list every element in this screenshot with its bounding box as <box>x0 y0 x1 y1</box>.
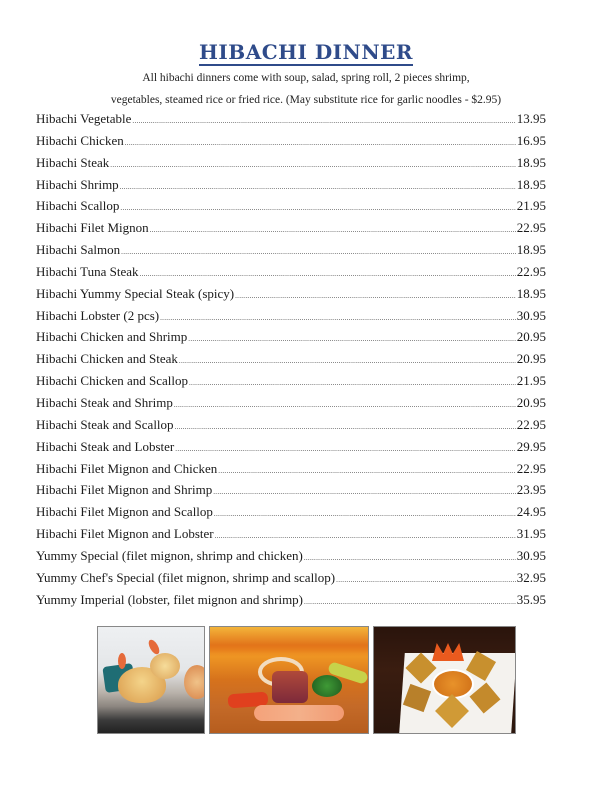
item-name: Hibachi Filet Mignon and Shrimp <box>36 482 213 498</box>
item-name: Yummy Special (filet mignon, shrimp and chicken) <box>36 547 303 563</box>
dot-leader <box>304 554 516 562</box>
shrimp-2 <box>150 653 180 679</box>
page-title-text: HIBACHI DINNER <box>199 40 413 64</box>
menu-item <box>36 504 546 526</box>
menu-item <box>36 177 546 199</box>
item-name: Hibachi Salmon <box>36 242 121 258</box>
item-price: 20.95 <box>516 394 546 410</box>
item-price: 18.95 <box>516 285 546 301</box>
dot-leader <box>175 445 515 453</box>
item-name: Hibachi Steak and Scallop <box>36 416 174 432</box>
photo-hibachi-grill <box>209 626 369 734</box>
item-name: Yummy Chef's Special (filet mignon, shrimp and scallop) <box>36 569 336 585</box>
menu-item <box>36 286 546 308</box>
menu-item <box>36 417 546 439</box>
item-price: 22.95 <box>516 460 546 476</box>
item-price: 24.95 <box>516 504 546 520</box>
item-name: Yummy Imperial (lobster, filet mignon and shrimp) <box>36 591 304 607</box>
item-price: 22.95 <box>516 263 546 279</box>
dot-leader <box>179 357 516 365</box>
item-name: Hibachi Chicken and Steak <box>36 351 178 367</box>
menu-item <box>36 395 546 417</box>
subtitle-line-1: All hibachi dinners come with soup, salad, spring roll, 2 pieces shrimp, <box>142 72 470 84</box>
item-price: 32.95 <box>516 569 546 585</box>
item-price: 13.95 <box>516 111 546 126</box>
menu-item <box>36 220 546 242</box>
menu-item <box>36 308 546 330</box>
item-price: 22.95 <box>516 416 546 432</box>
dot-leader <box>213 488 516 496</box>
dot-leader <box>174 401 516 409</box>
flames <box>210 627 368 657</box>
item-price: 20.95 <box>516 351 546 367</box>
menu-item <box>36 198 546 220</box>
item-price: 31.95 <box>516 526 546 542</box>
item-price: 21.95 <box>516 198 546 214</box>
dot-leader <box>125 139 516 147</box>
menu-item <box>36 111 546 133</box>
dot-leader <box>140 270 516 278</box>
item-name: Hibachi Steak and Lobster <box>36 438 175 454</box>
dot-leader <box>336 576 516 584</box>
menu-item <box>36 155 546 177</box>
dot-leader <box>150 226 516 234</box>
item-name: Hibachi Tuna Steak <box>36 263 139 279</box>
item-name: Hibachi Steak and Shrimp <box>36 394 173 410</box>
item-name: Hibachi Shrimp <box>36 176 119 192</box>
item-price: 29.95 <box>516 438 546 454</box>
dot-leader <box>188 335 515 343</box>
dot-leader <box>215 532 516 540</box>
item-name: Hibachi Chicken and Scallop <box>36 373 188 389</box>
photo-strip <box>0 626 612 734</box>
menu-item <box>36 548 546 570</box>
dot-leader <box>110 161 515 169</box>
dot-leader <box>214 510 516 518</box>
dot-leader <box>235 292 516 300</box>
shrimp-tail <box>118 653 126 669</box>
item-price: 21.95 <box>516 373 546 389</box>
item-price: 22.95 <box>516 220 546 236</box>
item-price: 18.95 <box>516 154 546 170</box>
menu-item <box>36 526 546 548</box>
item-name: Hibachi Chicken <box>36 132 124 148</box>
item-name: Hibachi Steak <box>36 154 110 170</box>
broccoli <box>312 675 342 697</box>
menu-item <box>36 264 546 286</box>
subtitle-line-2: vegetables, steamed rice or fried rice. (May substitute rice for garlic noodles - $2.95) <box>110 94 502 106</box>
menu-item <box>36 242 546 264</box>
menu-item <box>36 570 546 592</box>
item-price: 23.95 <box>516 482 546 498</box>
item-name: Hibachi Lobster (2 pcs) <box>36 307 160 323</box>
item-name: Hibachi Filet Mignon and Lobster <box>36 526 214 542</box>
dot-leader <box>218 467 515 475</box>
item-price: 35.95 <box>516 591 546 607</box>
menu-item <box>36 133 546 155</box>
menu-item <box>36 351 546 373</box>
item-name: Hibachi Scallop <box>36 198 120 214</box>
dot-leader <box>132 117 515 125</box>
shrimp-3 <box>184 665 205 699</box>
item-price: 30.95 <box>516 307 546 323</box>
dot-leader <box>175 423 516 431</box>
dot-leader <box>160 314 516 322</box>
dot-leader <box>121 248 516 256</box>
shrimp-row <box>254 705 344 721</box>
item-price: 18.95 <box>516 242 546 258</box>
dot-leader <box>304 598 516 606</box>
dot-leader <box>120 204 515 212</box>
dot-leader <box>189 379 516 387</box>
item-name: Hibachi Filet Mignon <box>36 220 149 236</box>
menu-item <box>36 373 546 395</box>
carrot-garnish <box>432 643 464 661</box>
page-title <box>0 40 612 64</box>
item-name: Hibachi Filet Mignon and Chicken <box>36 460 218 476</box>
menu-item <box>36 461 546 483</box>
item-price: 20.95 <box>516 329 546 345</box>
item-name: Hibachi Filet Mignon and Scallop <box>36 504 213 520</box>
menu-list <box>36 111 546 613</box>
menu-item <box>36 482 546 504</box>
item-name: Hibachi Yummy Special Steak (spicy) <box>36 285 235 301</box>
menu-item <box>36 592 546 614</box>
filet-steak <box>272 671 308 703</box>
item-price: 30.95 <box>516 547 546 563</box>
item-name: Hibachi Chicken and Shrimp <box>36 329 188 345</box>
item-name: Hibachi Vegetable <box>36 111 132 126</box>
menu-item <box>36 329 546 351</box>
photo-crab-rangoon <box>373 626 516 734</box>
item-price: 18.95 <box>516 176 546 192</box>
item-price: 16.95 <box>516 132 546 148</box>
photo-tempura-shrimp <box>97 626 205 734</box>
dot-leader <box>120 183 516 191</box>
menu-item <box>36 439 546 461</box>
